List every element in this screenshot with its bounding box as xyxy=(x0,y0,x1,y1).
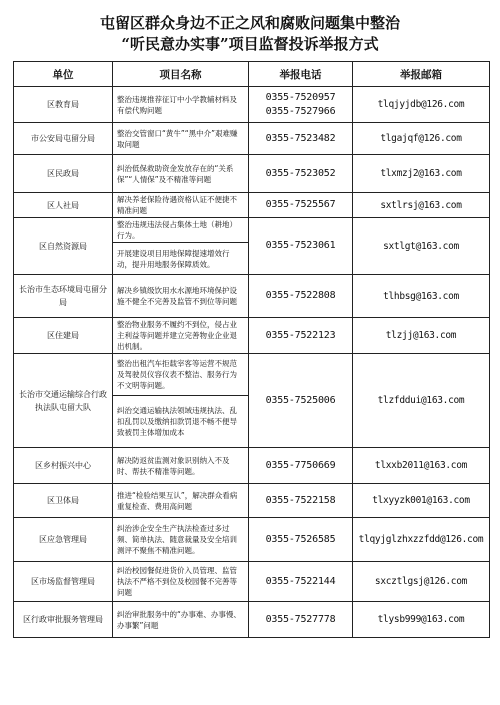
header-phone: 举报电话 xyxy=(249,62,353,87)
table-row xyxy=(14,354,490,396)
project-cell: 推进“检验结果互认”，解决群众看病重复检查、费用高问题 xyxy=(113,484,249,518)
project-cell: 整治交管窗口“黄牛”“黑中介”艰难赚取问题 xyxy=(113,123,249,155)
email-cell: sxcztlgsj@126.com xyxy=(353,562,490,602)
unit-cell: 市公安局屯留分局 xyxy=(14,123,113,155)
phone-number: 0355-7522144 xyxy=(265,575,336,587)
unit-cell: 区应急管理局 xyxy=(14,518,113,562)
phone-number: 0355-7526585 xyxy=(265,533,336,545)
unit-cell: 长治市交通运输综合行政执法队屯留大队 xyxy=(14,354,113,448)
header-project: 项目名称 xyxy=(113,62,249,87)
phone-number: 0355-7523052 xyxy=(265,167,336,179)
email-cell: tlzfddui@163.com xyxy=(353,354,490,448)
page-subtitle: “听民意办实事”项目监督投诉举报方式 xyxy=(121,35,379,53)
email-cell: tlxmzj2@163.com xyxy=(353,155,490,193)
phone-cell xyxy=(249,123,353,155)
phone-cell xyxy=(249,354,353,448)
email-cell: tlgajqf@126.com xyxy=(353,123,490,155)
table-row xyxy=(14,602,490,638)
project-cell: 解决养老保险待遇资格认证不便捷不精准问题 xyxy=(113,193,249,218)
phone-number: 0355-7523482 xyxy=(265,132,336,144)
project-cell: 整治出租汽车拒载宰客等运营不规范及驾驶员仪容仪表不整洁、服务行为不文明等问题。 xyxy=(113,354,249,396)
phone-number: 0355-7525006 xyxy=(265,394,336,406)
unit-cell: 区市场监督管理局 xyxy=(14,562,113,602)
project-cell: 整治违规违法侵占集体土地（耕地）行为。 xyxy=(113,218,249,243)
table-row xyxy=(14,155,490,193)
table-row xyxy=(14,123,490,155)
unit-cell: 区卫体局 xyxy=(14,484,113,518)
phone-cell xyxy=(249,218,353,275)
unit-cell: 区教育局 xyxy=(14,87,113,123)
table-row xyxy=(14,484,490,518)
phone-number: 0355-7525567 xyxy=(265,199,336,210)
unit-cell: 区乡村振兴中心 xyxy=(14,448,113,484)
table-row xyxy=(14,87,490,123)
table-row xyxy=(14,518,490,562)
phone-number: 0355-7527778 xyxy=(265,613,336,625)
table-header-row xyxy=(14,62,490,87)
project-cell: 整治物业服务不履约不到位，侵占业主利益等问题并建立完善物业企业退出机制。 xyxy=(113,318,249,354)
phone-number: 0355-7750669 xyxy=(265,459,336,471)
email-cell: sxtlgt@163.com xyxy=(353,218,490,275)
report-table xyxy=(13,61,490,638)
page-title: 屯留区群众身边不正之风和腐败问题集中整治 xyxy=(99,14,400,32)
phone-number: 0355-7520957 xyxy=(265,91,336,103)
table-row xyxy=(14,448,490,484)
phone-cell xyxy=(249,318,353,354)
table-row xyxy=(14,562,490,602)
phone-cell xyxy=(249,448,353,484)
phone-cell xyxy=(249,562,353,602)
table-row xyxy=(14,275,490,318)
table-row xyxy=(14,193,490,218)
phone-number: 0355-7523061 xyxy=(265,240,336,251)
email-cell: tlxyyzk001@163.com xyxy=(353,484,490,518)
unit-cell: 长治市生态环境局屯留分局 xyxy=(14,275,113,318)
phone-cell xyxy=(249,155,353,193)
unit-cell: 区行政审批服务管理局 xyxy=(14,602,113,638)
project-cell: 解决乡镇级饮用水水源地环境保护设施不健全不完善及监管不到位等问题 xyxy=(113,275,249,318)
email-cell: tlqjyjdb@126.com xyxy=(353,87,490,123)
project-cell: 纠治交通运输执法领域违规执法、乱扣乱罚以及缴纳扣款罚退不畅不便导致被罚主体增加成本 xyxy=(113,396,249,448)
email-cell: tlqyjglzhxzzfdd@126.com xyxy=(353,518,490,562)
project-cell: 纠治审批服务中的“办事难、办事慢、办事繁”问题 xyxy=(113,602,249,638)
email-cell: sxtlrsj@163.com xyxy=(353,193,490,218)
email-cell: tlxxb2011@163.com xyxy=(353,448,490,484)
project-cell: 解决防返贫监测对象识别纳入不及时、帮扶不精准等问题。 xyxy=(113,448,249,484)
table-row xyxy=(14,318,490,354)
unit-cell: 区人社局 xyxy=(14,193,113,218)
unit-cell: 区自然资源局 xyxy=(14,218,113,275)
project-cell: 纠治低保救助资金发放存在的“关系保”“人情保”及不精准等问题 xyxy=(113,155,249,193)
project-cell: 整治违规推荐征订中小学教辅材料及有偿代购问题 xyxy=(113,87,249,123)
phone-cell xyxy=(249,275,353,318)
header-unit: 单位 xyxy=(14,62,113,87)
phone-number: 0355-7527966 xyxy=(265,105,336,117)
phone-cell xyxy=(249,193,353,218)
phone-cell xyxy=(249,87,353,123)
header-email: 举报邮箱 xyxy=(353,62,490,87)
phone-cell xyxy=(249,518,353,562)
email-cell: tlzjj@163.com xyxy=(353,318,490,354)
email-cell: tlysb999@163.com xyxy=(353,602,490,638)
table-body xyxy=(14,87,490,638)
project-cell: 开展建设项目用地保障提速增效行动，提升用地服务保障质效。 xyxy=(113,243,249,275)
phone-number: 0355-7522808 xyxy=(265,290,336,301)
unit-cell: 区民政局 xyxy=(14,155,113,193)
phone-cell xyxy=(249,602,353,638)
table-row xyxy=(14,218,490,243)
project-cell: 纠治校园餐促进货价入员管理、监管执法不严格不到位及校园餐不完善等问题 xyxy=(113,562,249,602)
unit-cell: 区住建局 xyxy=(14,318,113,354)
phone-cell xyxy=(249,484,353,518)
phone-number: 0355-7522158 xyxy=(265,494,336,506)
project-cell: 纠治涉企安全生产执法检查过多过频、简单执法、随意裁量及安全培训测评不聚焦不精准问题。 xyxy=(113,518,249,562)
phone-number: 0355-7522123 xyxy=(265,329,336,341)
email-cell: tlhbsg@163.com xyxy=(353,275,490,318)
